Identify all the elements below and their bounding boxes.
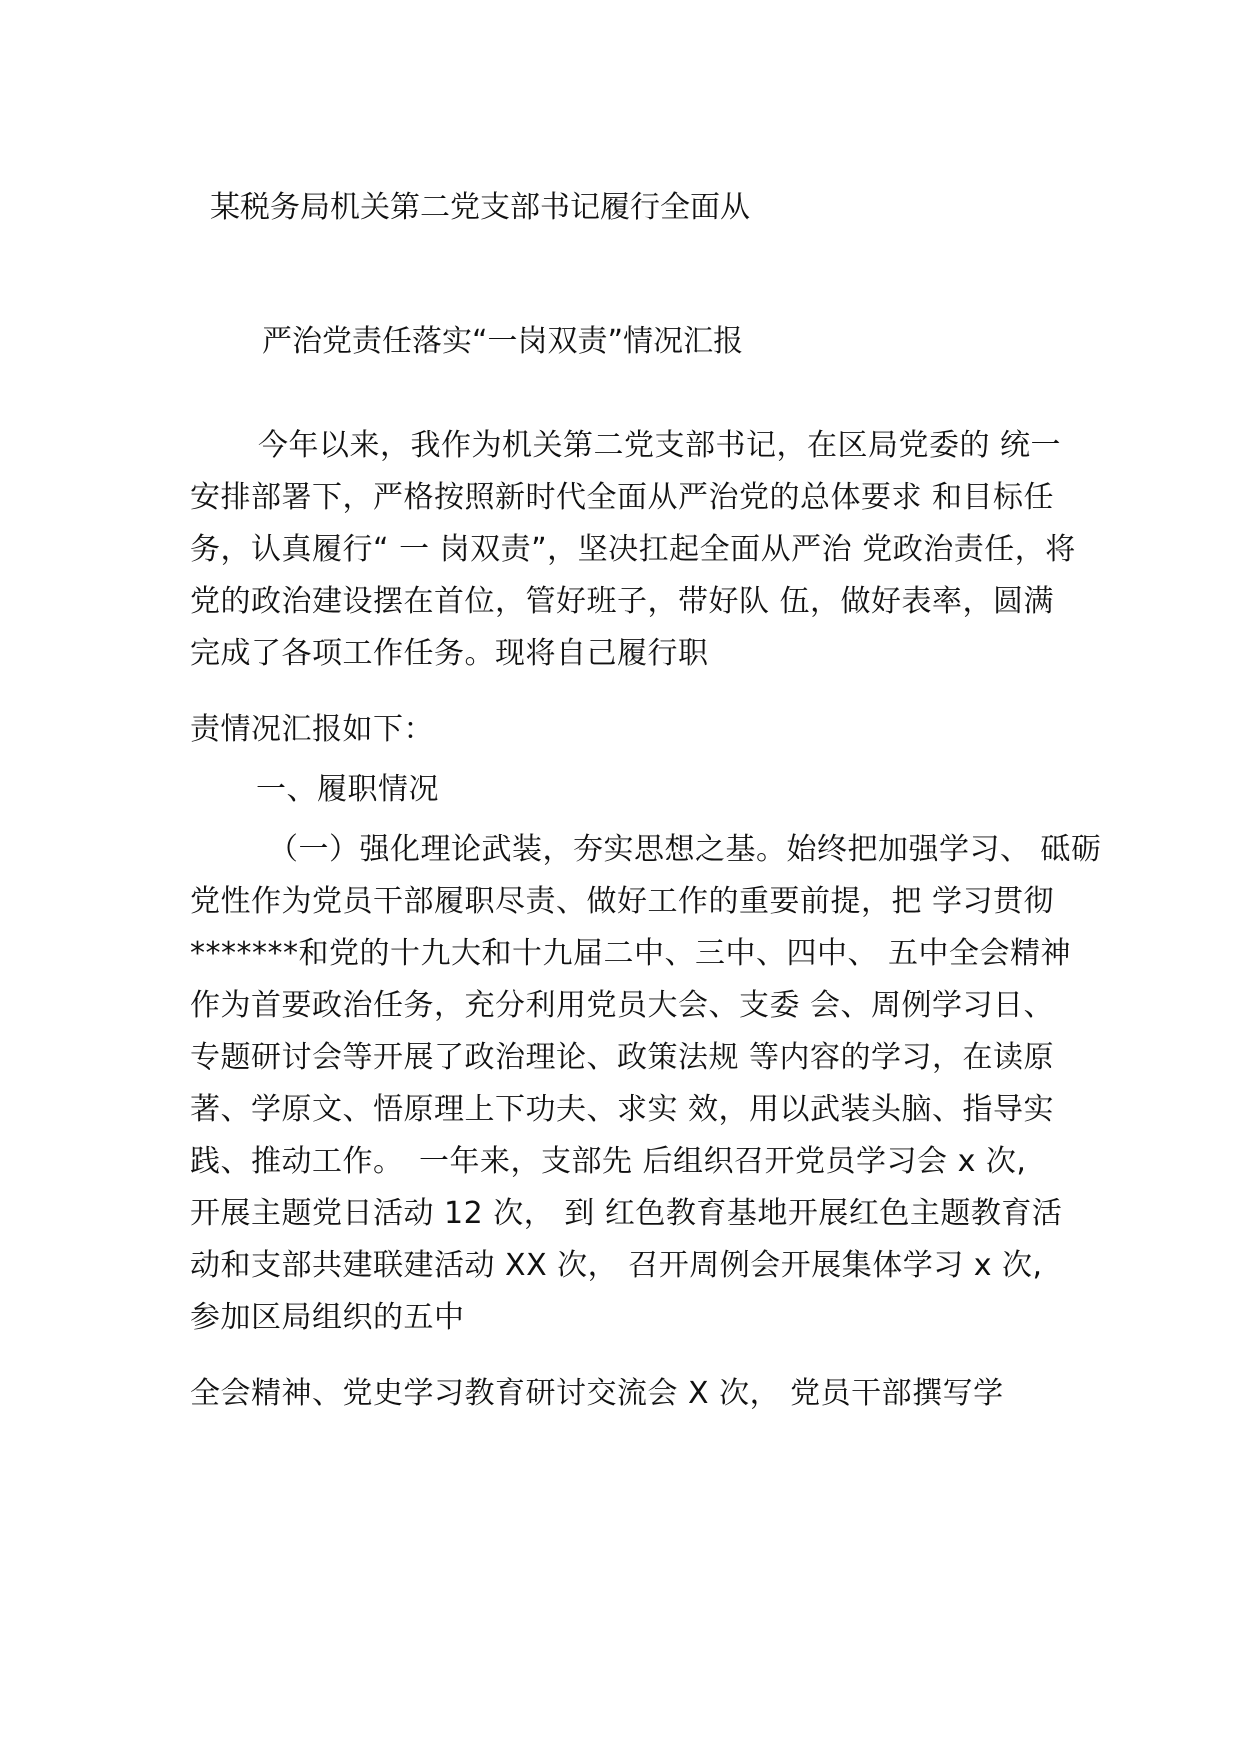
paragraph-line: 践、推动工作。 一年来，支部先 后组织召开党员学习会 x 次,: [190, 1144, 1027, 1179]
paragraph-line: 责情况汇报如下：: [190, 712, 434, 747]
paragraph-line: 作为首要政治任务，充分利用党员大会、支委 会、周例学习日、: [190, 988, 1055, 1023]
paragraph-line: 完成了各项工作任务。现将自己履行职: [190, 636, 709, 671]
paragraph-line: 动和支部共建联建活动 XX 次， 召开周例会开展集体学习 x 次,: [190, 1248, 1043, 1283]
document-title-line-2: 严治党责任落实“一岗双责”情况汇报: [262, 324, 744, 359]
paragraph-line: 参加区局组织的五中: [190, 1300, 465, 1335]
paragraph-line: 专题研讨会等开展了政治理论、政策法规 等内容的学习，在读原: [190, 1040, 1055, 1075]
paragraph-line: 党性作为党员干部履职尽责、做好工作的重要前提，把 学习贯彻: [190, 884, 1055, 919]
paragraph-line: *******和党的十九大和十九届二中、三中、四中、 五中全会精神: [190, 936, 1072, 971]
document-title-line-1: 某税务局机关第二党支部书记履行全面从: [210, 190, 750, 225]
paragraph-line: 开展主题党日活动 12 次， 到 红色教育基地开展红色主题教育活: [190, 1196, 1063, 1231]
paragraph-line: 今年以来，我作为机关第二党支部书记，在区局党委的 统一: [258, 428, 1062, 463]
paragraph-line: 著、学原文、悟原理上下功夫、求实 效，用以武装头脑、指导实: [190, 1092, 1055, 1127]
paragraph-line: 务，认真履行“ 一 岗双责”，坚决扛起全面从严治 党政治责任，将: [190, 532, 1076, 567]
paragraph-line: 安排部署下，严格按照新时代全面从严治党的总体要求 和目标任: [190, 480, 1055, 515]
paragraph-line: （一）强化理论武装，夯实思想之基。始终把加强学习、 砥砺: [268, 832, 1102, 867]
section-heading: 一、履职情况: [256, 772, 439, 807]
paragraph-line: 党的政治建设摆在首位，管好班子，带好队 伍，做好表率，圆满: [190, 584, 1055, 619]
paragraph-line: 全会精神、党史学习教育研讨交流会 X 次， 党员干部撰写学: [190, 1376, 1004, 1411]
